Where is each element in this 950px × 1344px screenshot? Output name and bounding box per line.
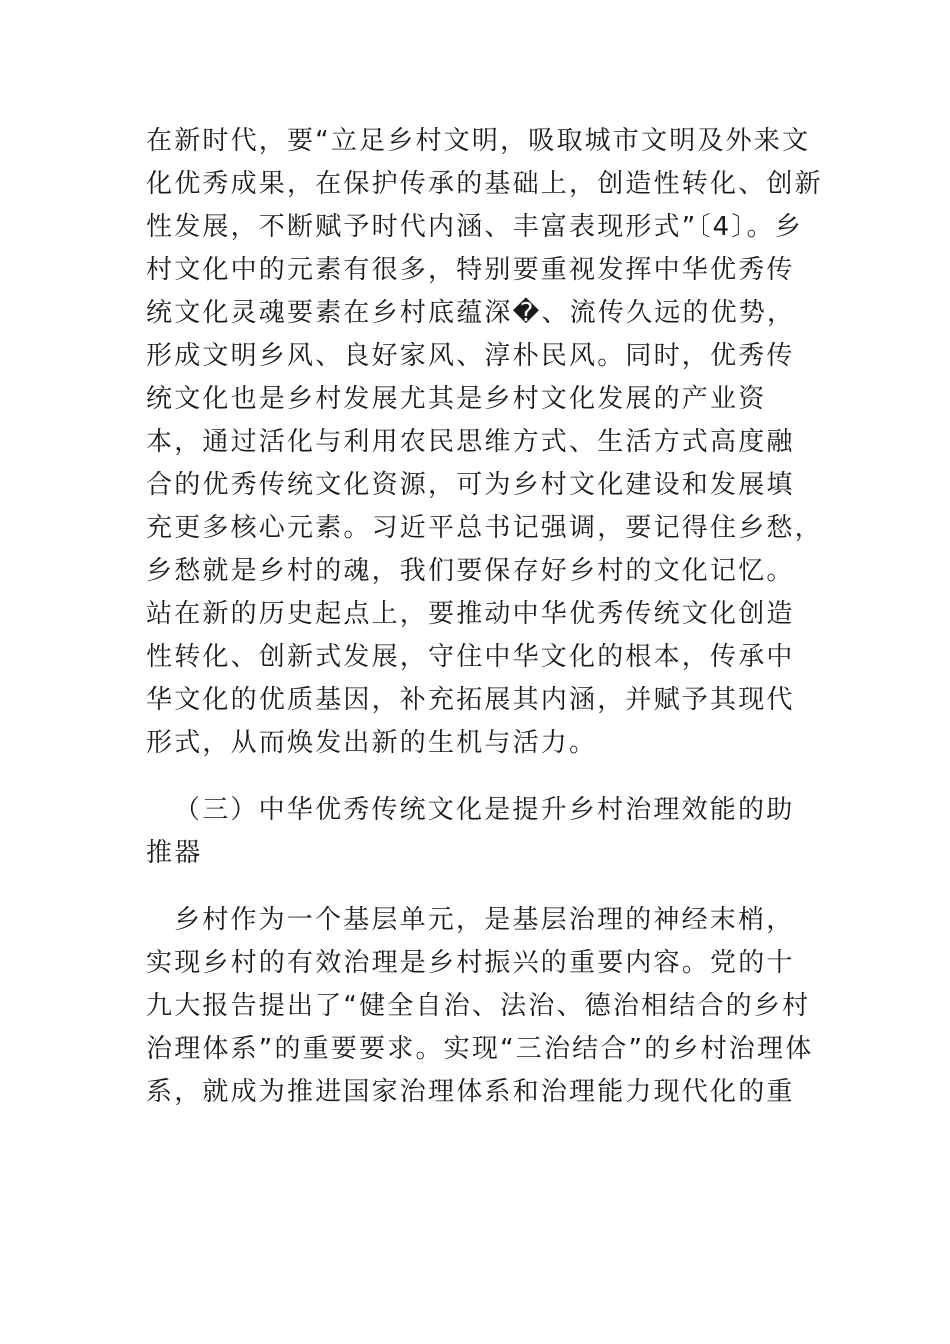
section-heading-line-2: 推器 [146, 838, 203, 868]
paragraph-2-line-1: 乡村作为一个基层单元，是基层治理的神经末梢， [174, 905, 795, 935]
paragraph-1-line-8: 本，通过活化与利用农民思维方式、生活方式高度融 [146, 427, 795, 457]
section-heading-line-1: （三）中华优秀传统文化是提升乡村治理效能的助 [174, 795, 795, 825]
paragraph-1-line-1: 在新时代，要“立足乡村文明，吸取城市文明及外来文 [146, 126, 811, 156]
paragraph-2-line-3: 九大报告提出了“健全自治、法治、德治相结合的乡村 [146, 991, 811, 1021]
paragraph-1-line-15: 形式，从而焕发出新的生机与活力。 [146, 728, 598, 758]
paragraph-1-line-2: 化优秀成果，在保护传承的基础上，创造性转化、创新 [146, 169, 823, 199]
paragraph-1-line-7: 统文化也是乡村发展尤其是乡村文化发展的产业资 [146, 384, 767, 414]
paragraph-2-line-4: 治理体系”的重要要求。实现“三治结合”的乡村治理体 [146, 1034, 814, 1064]
paragraph-2-line-2: 实现乡村的有效治理是乡村振兴的重要内容。党的十 [146, 948, 795, 978]
paragraph-1-line-11: 乡愁就是乡村的魂，我们要保存好乡村的文化记忆。 [146, 556, 795, 586]
paragraph-2-line-5: 系，就成为推进国家治理体系和治理能力现代化的重 [146, 1077, 795, 1107]
paragraph-1-line-12: 站在新的历史起点上，要推动中华优秀传统文化创造 [146, 599, 795, 629]
paragraph-1-line-4: 村文化中的元素有很多，特别要重视发挥中华优秀传 [146, 255, 795, 285]
paragraph-1-line-3: 性发展，不断赋予时代内涵、丰富表现形式”〔4〕。乡 [146, 212, 804, 242]
paragraph-1-line-13: 性转化、创新式发展，守住中华文化的根本，传承中 [146, 642, 795, 672]
paragraph-1-line-6: 形成文明乡风、良好家风、淳朴民风。同时，优秀传 [146, 341, 795, 371]
paragraph-1-line-5: 统文化灵魂要素在乡村底蕴深�、流传久远的优势， [146, 298, 796, 328]
paragraph-1-line-9: 合的优秀传统文化资源，可为乡村文化建设和发展填 [146, 470, 795, 500]
paragraph-1-line-14: 华文化的优质基因，补充拓展其内涵，并赋予其现代 [146, 685, 795, 715]
paragraph-1-line-10: 充更多核心元素。习近平总书记强调，要记得住乡愁， [146, 513, 823, 543]
